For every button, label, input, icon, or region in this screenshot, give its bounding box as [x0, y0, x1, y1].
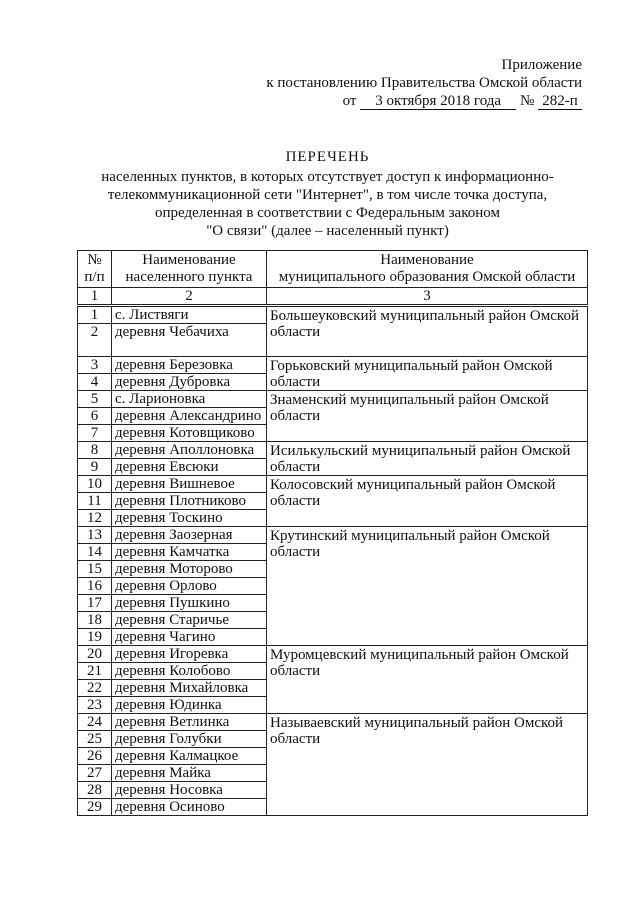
settlement-name: деревня Ветлинка	[112, 714, 267, 731]
row-number: 7	[78, 425, 112, 442]
settlement-name: деревня Михайловка	[112, 680, 267, 697]
settlement-name: деревня Орлово	[112, 578, 267, 595]
row-number: 3	[78, 357, 112, 374]
column-number: 1	[78, 288, 112, 306]
row-number: 18	[78, 612, 112, 629]
header-number: № п/п	[78, 251, 112, 288]
table-row	[78, 391, 588, 408]
row-number: 11	[78, 493, 112, 510]
row-number: 15	[78, 561, 112, 578]
row-number: 2	[78, 324, 112, 357]
settlement-name: деревня Чагино	[112, 629, 267, 646]
settlement-name: деревня Носовка	[112, 782, 267, 799]
settlement-name: деревня Александрино	[112, 408, 267, 425]
settlement-name: деревня Калмацкое	[112, 748, 267, 765]
decree-number: 282-п	[538, 93, 582, 110]
decree-date: 3 октября 2018 года	[360, 93, 516, 110]
settlements-table	[77, 250, 588, 816]
row-number: 21	[78, 663, 112, 680]
table-row	[78, 646, 588, 663]
settlement-name: деревня Евсюки	[112, 459, 267, 476]
settlement-name: деревня Плотниково	[112, 493, 267, 510]
row-number: 17	[78, 595, 112, 612]
row-number: 28	[78, 782, 112, 799]
row-number: 26	[78, 748, 112, 765]
appendix-title: Приложение	[501, 57, 582, 73]
settlement-name: деревня Дубровка	[112, 374, 267, 391]
row-number: 1	[78, 306, 112, 324]
row-number: 12	[78, 510, 112, 527]
row-number: 22	[78, 680, 112, 697]
header-settlement: Наименование населенного пункта	[112, 251, 267, 288]
settlement-name: деревня Старичье	[112, 612, 267, 629]
table-row	[78, 527, 588, 544]
appendix-decree: к постановлению Правительства Омской области	[266, 75, 582, 91]
table-row	[78, 357, 588, 374]
number-label: №	[519, 93, 535, 109]
column-number: 3	[267, 288, 588, 306]
settlement-name: деревня Тоскино	[112, 510, 267, 527]
title-line: населенных пунктов, в которых отсутствует доступ к информационно-	[101, 169, 554, 185]
column-number-row	[78, 288, 588, 306]
row-number: 25	[78, 731, 112, 748]
row-number: 24	[78, 714, 112, 731]
title-heading: ПЕРЕЧЕНЬ	[285, 149, 370, 165]
settlement-name: деревня Моторово	[112, 561, 267, 578]
document-title	[60, 148, 595, 240]
row-number: 6	[78, 408, 112, 425]
municipality-name: Горьковский муниципальный район Омской области	[267, 357, 588, 391]
appendix-block	[266, 56, 582, 110]
settlement-name: деревня Чебачиха	[112, 324, 267, 357]
settlement-name: с. Листвяги	[112, 306, 267, 324]
settlement-name: деревня Осиново	[112, 799, 267, 816]
settlement-name: деревня Заозерная	[112, 527, 267, 544]
row-number: 27	[78, 765, 112, 782]
settlement-name: деревня Пушкино	[112, 595, 267, 612]
settlement-name: деревня Колобово	[112, 663, 267, 680]
table-row	[78, 714, 588, 731]
row-number: 23	[78, 697, 112, 714]
settlement-name: деревня Аполлоновка	[112, 442, 267, 459]
municipality-name: Муромцевский муниципальный район Омской области	[267, 646, 588, 714]
settlement-name: деревня Березовка	[112, 357, 267, 374]
row-number: 9	[78, 459, 112, 476]
table-row	[78, 306, 588, 324]
row-number: 4	[78, 374, 112, 391]
row-number: 5	[78, 391, 112, 408]
column-number: 2	[112, 288, 267, 306]
settlement-name: деревня Юдинка	[112, 697, 267, 714]
row-number: 13	[78, 527, 112, 544]
table-row	[78, 442, 588, 459]
from-label: от	[342, 93, 357, 109]
settlement-name: деревня Игоревка	[112, 646, 267, 663]
row-number: 10	[78, 476, 112, 493]
row-number: 29	[78, 799, 112, 816]
municipality-name: Большеуковский муниципальный район Омской области	[267, 306, 588, 357]
row-number: 19	[78, 629, 112, 646]
municipality-name: Колосовский муниципальный район Омской области	[267, 476, 588, 527]
table-row	[78, 476, 588, 493]
settlement-name: с. Ларионовка	[112, 391, 267, 408]
title-line: определенная в соответствии с Федеральным законом	[155, 205, 500, 221]
settlement-name: деревня Голубки	[112, 731, 267, 748]
municipality-name: Крутинский муниципальный район Омской области	[267, 527, 588, 646]
table-header-row	[78, 251, 588, 288]
row-number: 16	[78, 578, 112, 595]
settlement-name: деревня Котовщиково	[112, 425, 267, 442]
row-number: 20	[78, 646, 112, 663]
settlement-name: деревня Вишневое	[112, 476, 267, 493]
settlement-name: деревня Майка	[112, 765, 267, 782]
appendix-date-line	[266, 92, 582, 110]
title-line: "О связи" (далее – населенный пункт)	[206, 223, 449, 239]
municipality-name: Исилькульский муниципальный район Омской области	[267, 442, 588, 476]
municipality-name: Называевский муниципальный район Омской области	[267, 714, 588, 816]
municipality-name: Знаменский муниципальный район Омской области	[267, 391, 588, 442]
row-number: 14	[78, 544, 112, 561]
title-line: телекоммуникационной сети "Интернет", в том числе точка доступа,	[107, 187, 548, 203]
header-municipality: Наименование муниципального образования Омской области	[267, 251, 588, 288]
row-number: 8	[78, 442, 112, 459]
settlement-name: деревня Камчатка	[112, 544, 267, 561]
